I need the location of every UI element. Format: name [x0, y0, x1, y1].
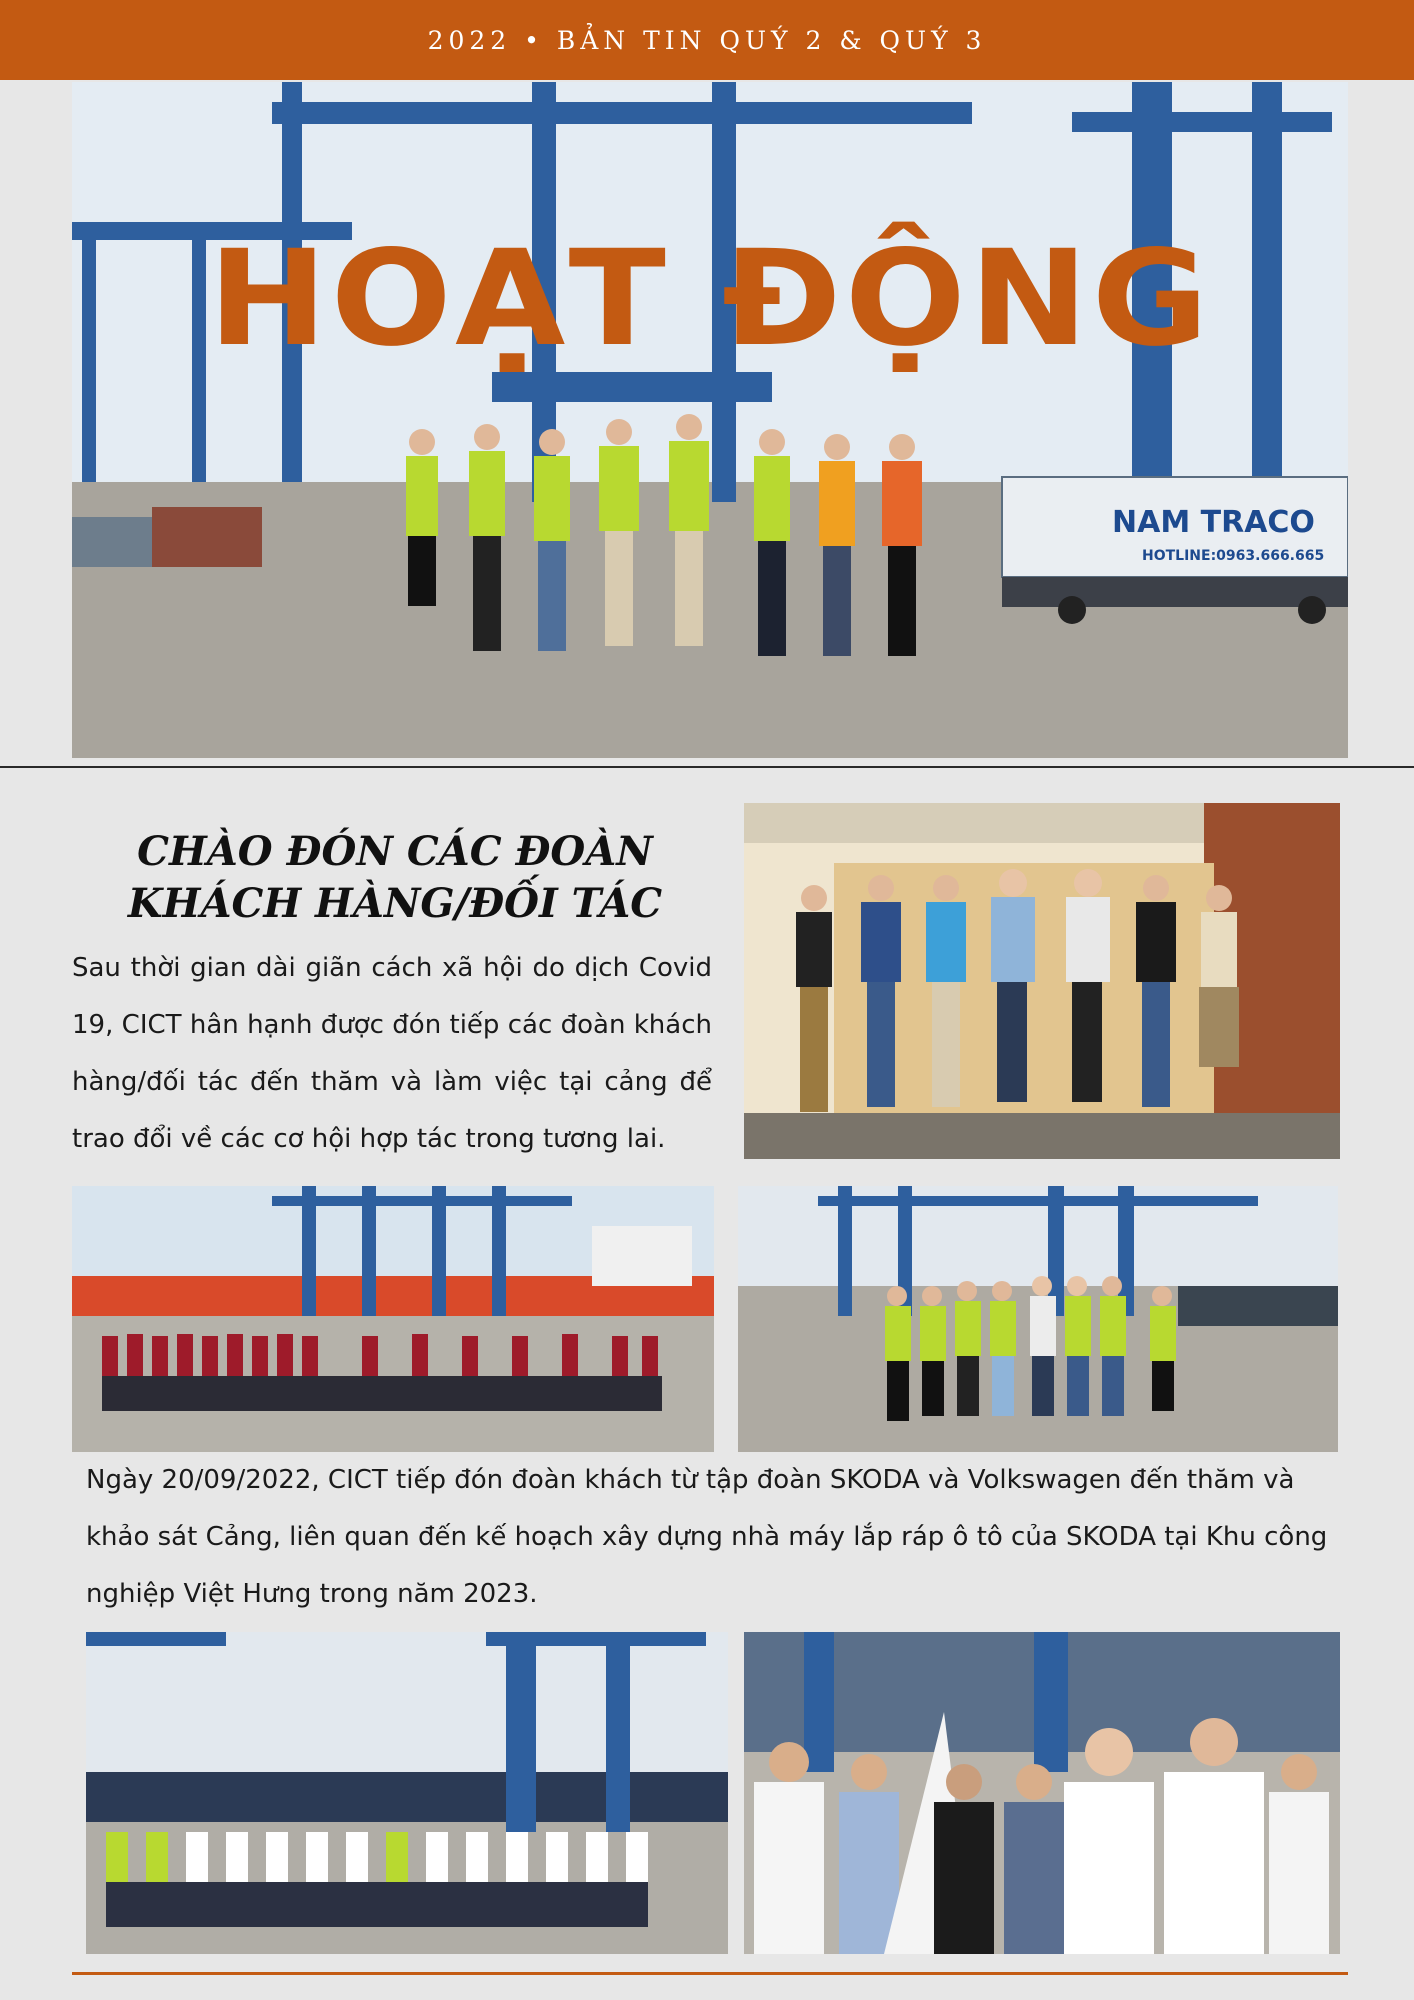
discussion-photo-illustration	[744, 1632, 1340, 1954]
section-heading	[72, 826, 718, 930]
skoda-discussion-photo	[744, 1632, 1340, 1954]
section-divider	[0, 766, 1414, 768]
section-heading-line2: KHÁCH HÀNG/ĐỐI TÁC	[127, 880, 663, 927]
port-students-photo	[72, 1186, 714, 1452]
vests-photo-illustration	[738, 1186, 1338, 1452]
truck-hotline-text: HOTLINE:0963.666.665	[1142, 548, 1325, 564]
office-group-photo	[744, 803, 1340, 1159]
office-photo-illustration	[744, 803, 1340, 1159]
skoda-group-illustration	[86, 1632, 728, 1954]
truck-brand-text: NAM TRACO	[1112, 505, 1315, 540]
issue-header-bar	[0, 0, 1414, 80]
hero-title: HOẠT ĐỘNG	[208, 222, 1212, 376]
skoda-group-photo	[86, 1632, 728, 1954]
skoda-visit-paragraph: Ngày 20/09/2022, CICT tiếp đón đoàn khách từ tập đoàn SKODA và Volkswagen đến thăm và khảo sát Cảng, liên quan đến kế hoạch xây dựng nhà máy lắp ráp ô tô của SKODA tại Khu công nghiệp Việt Hưng trong năm 2023.	[86, 1465, 1328, 1609]
students-photo-illustration	[72, 1186, 714, 1452]
port-visitors-vests-photo	[738, 1186, 1338, 1452]
footer-rule	[72, 1972, 1348, 1975]
hero-photo	[72, 82, 1348, 758]
issue-header-text: 2022 • BẢN TIN QUÝ 2 & QUÝ 3	[427, 25, 987, 55]
hero-photo-illustration	[72, 82, 1348, 758]
section-heading-line1: CHÀO ĐÓN CÁC ĐOÀN	[137, 828, 653, 875]
intro-paragraph: Sau thời gian dài giãn cách xã hội do dịch Covid 19, CICT hân hạnh được đón tiếp các đoàn khách hàng/đối tác đến thăm và làm việc tại cảng để trao đổi về các cơ hội hợp tác trong tương lai.	[72, 953, 712, 1154]
